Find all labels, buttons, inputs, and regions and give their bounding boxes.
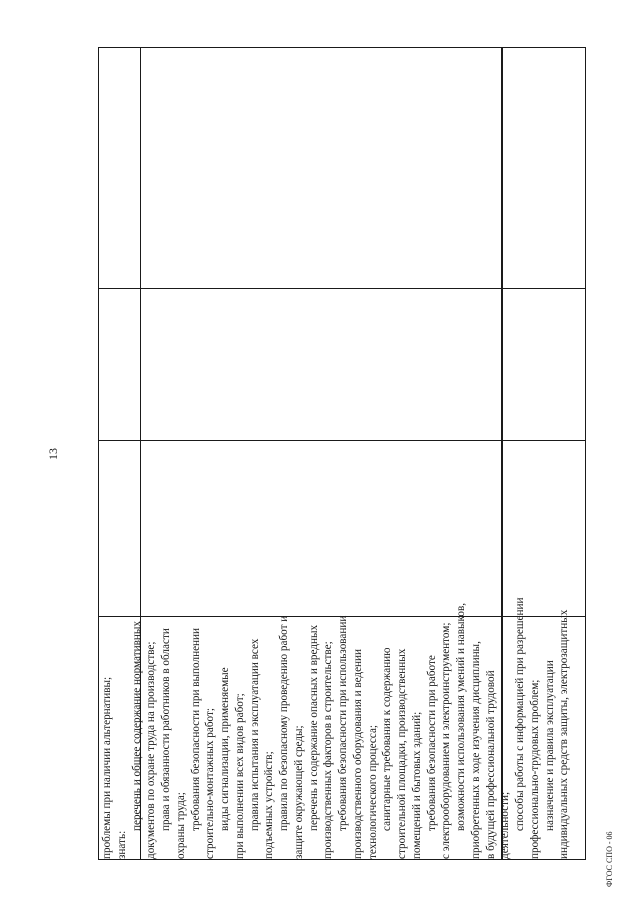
text-line: документов по охране труда на производстве; — [145, 641, 158, 859]
text-line: правила по безопасному проведению работ и — [278, 615, 290, 831]
text-line: помещений и бытовых зданий; — [410, 711, 423, 859]
text-line: деятельности; — [499, 791, 512, 859]
text-line: защите окружающей среды; — [292, 725, 305, 859]
text-line: требования безопасности при использовании — [337, 615, 349, 831]
text-line: охраны труда; — [174, 792, 187, 859]
text-line: назначение и правила эксплуатации — [543, 660, 556, 831]
text-line: перечень и общее содержание нормативных — [130, 621, 143, 831]
text-line: требования безопасности при выполнении — [189, 628, 202, 831]
text-line: права и обязанности работников в области — [160, 628, 172, 831]
text-line: строительно-монтажных работ; — [204, 708, 217, 859]
text-line: виды сигнализации, применяемые — [219, 667, 231, 831]
footer-standard-code: ФГОС СПО - 06 — [605, 831, 614, 887]
text-line: производственного оборудования и ведении — [351, 648, 364, 859]
text-line: перечень и содержание опасных и вредных — [307, 624, 320, 831]
competency-text — [100, 446, 572, 859]
text-line: возможности использования умений и навыков, — [455, 602, 467, 831]
text-line: требования безопасности при работе — [425, 655, 438, 831]
text-line: профессионально-трудовых проблем; — [528, 679, 541, 859]
text-line: при выполнении всех видов работ; — [233, 693, 246, 859]
text-line: знать: — [115, 830, 128, 859]
text-line: проблемы при наличии альтернативы; — [101, 676, 113, 859]
text-line: технологического процесса; — [366, 724, 379, 859]
text-line: с электрооборудованием и электроинструментом; — [440, 622, 453, 859]
page-number: 13 — [46, 448, 60, 460]
text-line: строительной площадки, производственных — [396, 648, 408, 859]
text-line: производственных факторов в строительстве; — [322, 641, 335, 859]
text-line: санитарные требования к содержанию — [381, 647, 394, 831]
text-line: способы работы с информацией при разрешении — [514, 597, 526, 831]
text-line: подъемных устройств; — [263, 751, 276, 859]
text-line: индивидуальных средств защиты, электрозащитных — [558, 609, 571, 859]
text-line: приобретенных в ходе изучения дисциплины, — [469, 641, 482, 859]
text-line: в будущей профессиональной трудовой — [484, 670, 497, 859]
text-line: правила испытания и эксплуатации всех — [248, 638, 261, 831]
